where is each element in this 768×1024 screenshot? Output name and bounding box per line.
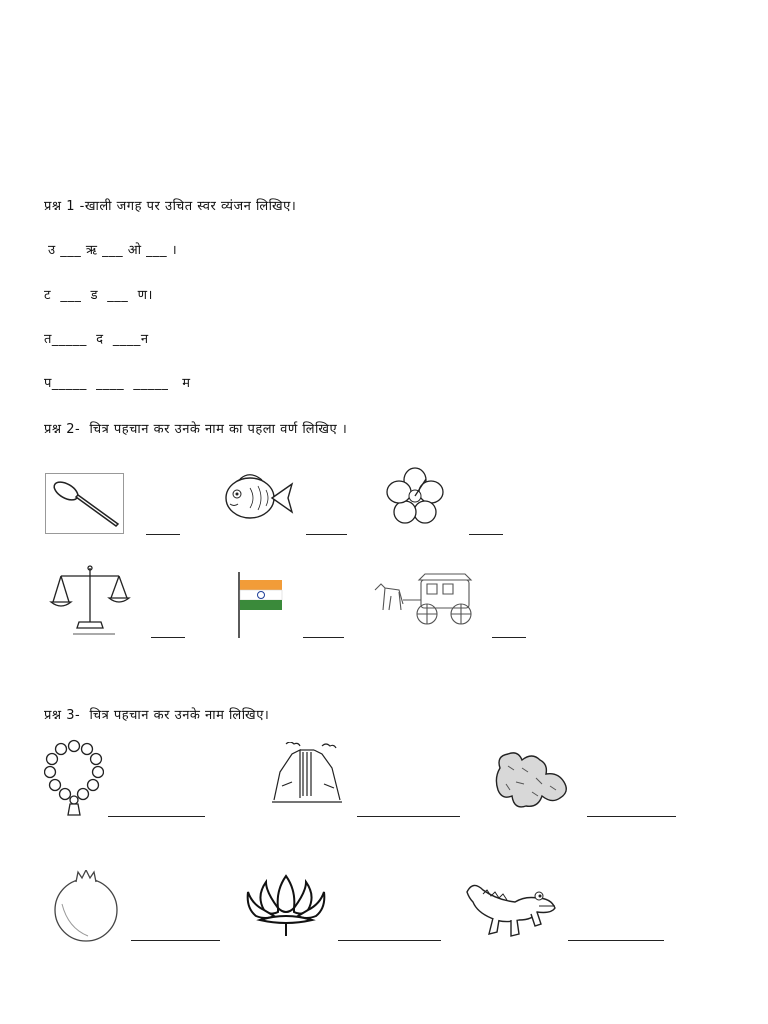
answer-blank[interactable] [108, 816, 205, 817]
question-1-title: प्रश्न 1 -खाली जगह पर उचित स्वर व्यंजन लिखिए। [44, 199, 297, 214]
fish-icon [222, 470, 294, 524]
lotus-icon [246, 872, 326, 938]
crocodile-icon [463, 874, 559, 938]
answer-blank[interactable] [587, 816, 676, 817]
answer-blank[interactable] [146, 534, 180, 535]
q1-line-1: उ ___ ऋ ___ ओ ___ । [48, 243, 178, 258]
pomegranate-icon [48, 870, 124, 942]
answer-blank[interactable] [131, 940, 220, 941]
question-2-title: प्रश्न 2- चित्र पहचान कर उनके नाम का पहला वर्ण लिखिए । [44, 422, 348, 437]
answer-blank[interactable] [338, 940, 441, 941]
indian-flag-icon [235, 570, 285, 638]
answer-blank[interactable] [469, 534, 503, 535]
answer-blank[interactable] [568, 940, 664, 941]
hibiscus-flower-icon [386, 467, 444, 525]
spoon-icon [45, 473, 124, 534]
waterfall-icon [272, 742, 342, 804]
prayer-beads-icon [44, 739, 104, 817]
question-3-title: प्रश्न 3- चित्र पहचान कर उनके नाम लिखिए। [44, 708, 270, 723]
weighing-scale-icon [45, 564, 135, 638]
answer-blank[interactable] [357, 816, 460, 817]
horse-carriage-icon [373, 570, 481, 626]
answer-blank[interactable] [303, 637, 344, 638]
answer-blank[interactable] [151, 637, 185, 638]
ginger-icon [492, 748, 572, 814]
q1-line-3: त_____ द ____न [44, 332, 149, 347]
q1-line-2: ट ___ ड ___ ण। [44, 288, 153, 303]
answer-blank[interactable] [492, 637, 526, 638]
answer-blank[interactable] [306, 534, 347, 535]
q1-line-4: प_____ ____ _____ म [44, 376, 191, 391]
